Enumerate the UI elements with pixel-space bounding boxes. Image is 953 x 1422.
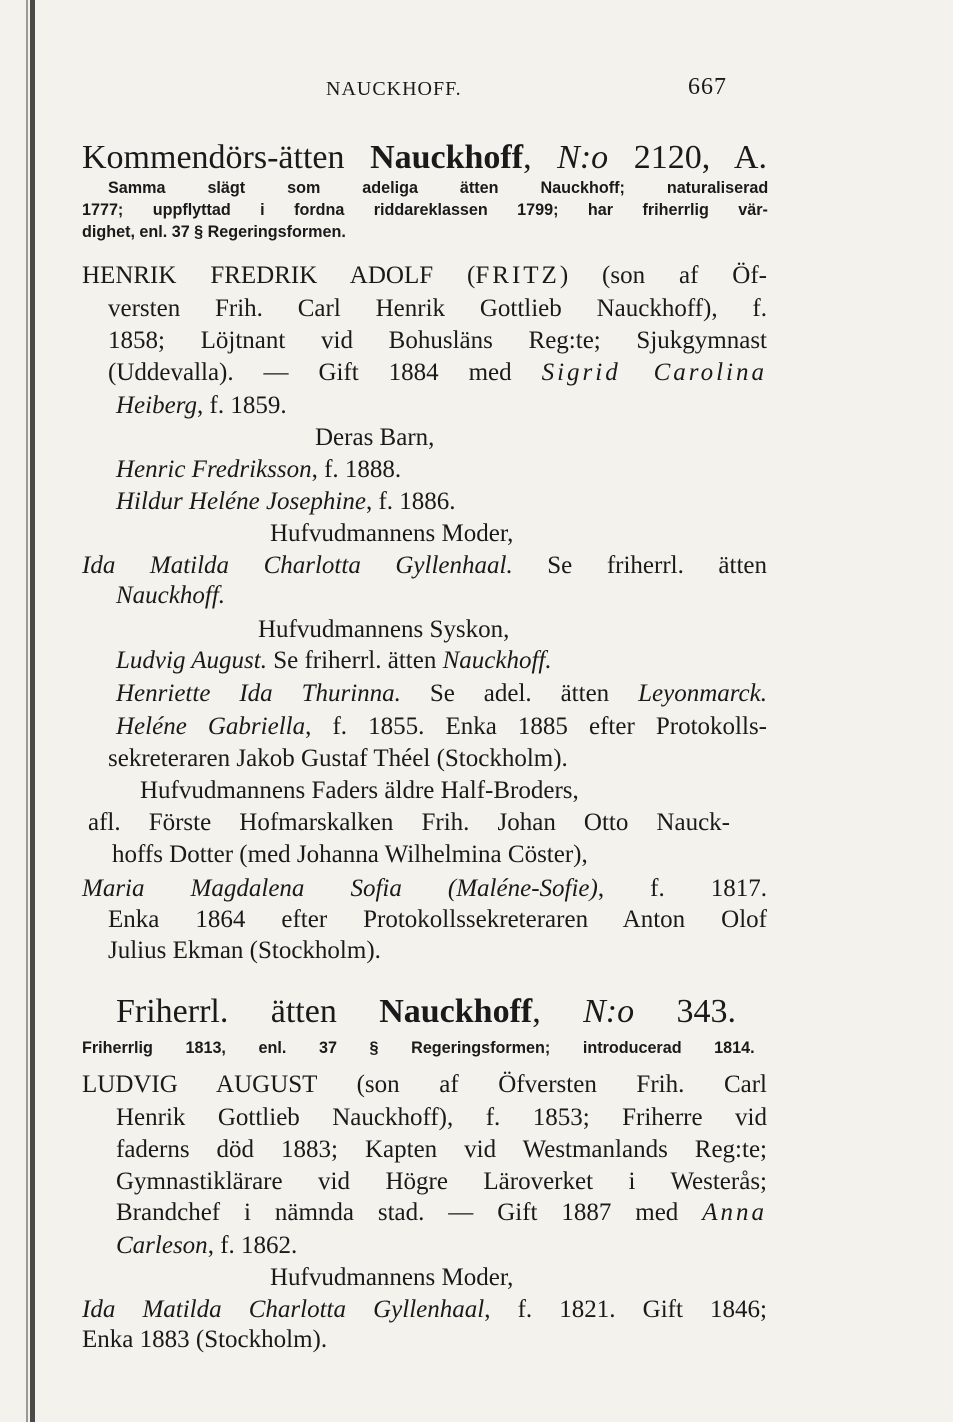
sibling-name: Heléne Gabriella [116, 713, 306, 740]
sibling-entry [116, 712, 767, 742]
page-binding-edge [30, 0, 35, 1422]
mother-name: Ida Matilda Charlotta Gyllenhaal [82, 1296, 485, 1323]
family-name: Nauckhoff [370, 139, 524, 176]
mother-name: Ida Matilda Charlotta Gyllenhaal. [82, 552, 513, 579]
entry-line: faderns död 1883; Kapten vid Westmanlands Reg:te; [116, 1136, 767, 1163]
entry-line: afl. Förste Hofmarskalken Frih. Johan Otto Nauck- [88, 809, 730, 836]
section-title-friherrl [116, 992, 736, 1032]
child-entry [116, 455, 401, 485]
entry-line: Gymnastiklärare vid Högre Läroverket i Westerås; [116, 1168, 767, 1195]
title-punct: , [532, 993, 584, 1030]
entry-line: Henrik Gottlieb Nauckhoff), f. 1853; Friherre vid [116, 1104, 767, 1131]
sibling-entry-cont: sekreteraren Jakob Gustaf Théel (Stockholm). [108, 745, 568, 772]
text: , f. 1821. Gift 1846; [484, 1296, 767, 1323]
text: Se adel. ätten [400, 680, 639, 707]
entry-line: LUDVIG AUGUST (son af Öfversten Frih. Carl [82, 1071, 767, 1098]
entry-line: versten Frih. Carl Henrik Gottlieb Nauckhoff), f. [108, 295, 767, 322]
ref: Leyonmarck. [638, 680, 767, 707]
intro-line: dighet, enl. 37 § Regeringsformen. [82, 222, 346, 241]
text: Se friherrl. ätten [266, 647, 443, 674]
entry-line [116, 1198, 767, 1228]
entry-line [116, 1231, 297, 1261]
sibling-entry [116, 679, 767, 709]
text: HENRIK FREDRIK ADOLF ( [82, 262, 476, 289]
text: , f. 1888. [311, 456, 402, 483]
sibling-name: Ludvig August. [116, 647, 267, 674]
mother-ref: Nauckhoff. [116, 582, 226, 609]
section-title-kommendors [82, 138, 767, 178]
text: , f. 1859. [197, 392, 287, 419]
intro-line: Samma slägt som adeliga ätten Nauckhoff; naturaliserad [108, 178, 769, 197]
text: ) (son af Öf- [559, 262, 767, 289]
text: , f. 1862. [207, 1232, 298, 1259]
spouse-name: Sigrid Carolina [541, 359, 767, 386]
spouse-name: Anna [702, 1199, 767, 1226]
text: , f. 1886. [365, 488, 456, 515]
entry-line [82, 874, 767, 904]
nickname: FRITZ [475, 262, 560, 289]
mother-heading: Hufvudmannens Moder, [270, 1264, 514, 1291]
ref: Nauckhoff. [442, 647, 552, 674]
number-label: N:o [557, 139, 609, 176]
mother-entry-cont: Enka 1883 (Stockholm). [82, 1326, 328, 1353]
mother-entry [82, 551, 767, 581]
intro-line: 1777; uppflyttad i fordna riddareklassen 1799; har friherrlig vär- [82, 200, 768, 219]
entry-line: 1858; Löjtnant vid Bohusläns Reg:te; Sjukgymnast [108, 327, 767, 354]
entry-line [116, 391, 287, 421]
title-text: Friherrl. ätten [116, 993, 380, 1030]
number-label: N:o [583, 993, 635, 1030]
family-name: Nauckhoff [379, 993, 533, 1030]
entry-line [82, 261, 767, 291]
text: , f. 1855. Enka 1885 efter Protokolls- [305, 713, 767, 740]
text: , f. 1817. [597, 875, 767, 902]
half-brothers-heading: Hufvudmannens Faders äldre Half-Broders, [140, 777, 579, 804]
text: Brandchef i nämnda stad. — Gift 1887 med [116, 1199, 703, 1226]
title-punct: , [523, 139, 558, 176]
intro-line: Friherrlig 1813, enl. 37 § Regeringsformen; introducerad 1814. [82, 1038, 755, 1057]
text: (Uddevalla). — Gift 1884 med [108, 359, 542, 386]
person-name: Maria Magdalena Sofia (Maléne-Sofie) [82, 875, 598, 902]
page-edge-shadow [26, 0, 28, 1422]
siblings-heading: Hufvudmannens Syskon, [258, 616, 510, 643]
sibling-name: Henriette Ida Thurinna. [116, 680, 401, 707]
child-name: Hildur Heléne Josephine [116, 488, 366, 515]
page-number: 667 [688, 74, 727, 100]
child-entry [116, 487, 456, 517]
title-number: 343. [634, 993, 737, 1030]
entry-line: hoffs Dotter (med Johanna Wilhelmina Cöster), [112, 841, 588, 868]
entry-line: Enka 1864 efter Protokollssekreteraren Anton Olof [108, 906, 767, 933]
child-name: Henric Fredriksson [116, 456, 312, 483]
text: Se friherrl. ätten [512, 552, 767, 579]
entry-line [108, 358, 767, 388]
running-title: NAUCKHOFF. [326, 78, 462, 100]
title-text: Kommendörs-ätten [82, 139, 371, 176]
children-heading: Deras Barn, [315, 424, 435, 451]
entry-line: Julius Ekman (Stockholm). [108, 937, 381, 964]
mother-heading: Hufvudmannens Moder, [270, 520, 514, 547]
sibling-entry [116, 646, 552, 676]
spouse-surname: Carleson [116, 1232, 208, 1259]
spouse-surname: Heiberg [116, 392, 197, 419]
title-number: 2120, A. [608, 139, 767, 176]
mother-entry [82, 1295, 767, 1325]
